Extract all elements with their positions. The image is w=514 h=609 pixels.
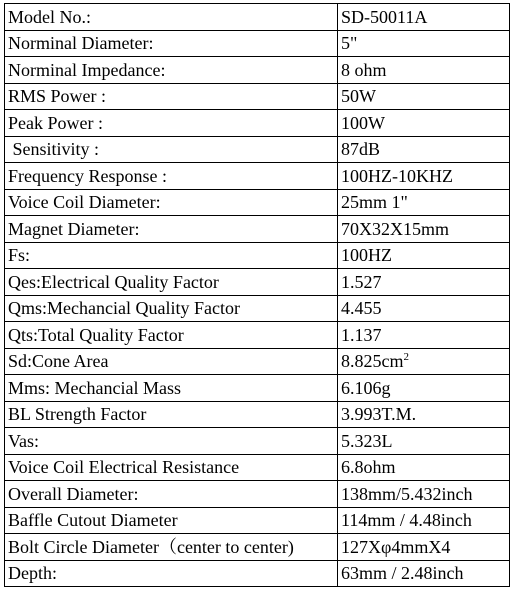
spec-value: 100HZ	[338, 242, 510, 269]
squared-superscript: 2	[403, 351, 409, 364]
speaker-spec-table	[4, 3, 510, 587]
table-row	[5, 375, 510, 402]
spec-value: 5"	[338, 30, 510, 57]
spec-label: Bolt Circle Diameter（center to center)	[5, 534, 338, 561]
spec-label: Baffle Cutout Diameter	[5, 507, 338, 534]
spec-value: 70X32X15mm	[338, 216, 510, 243]
table-row	[5, 428, 510, 455]
table-row	[5, 534, 510, 561]
spec-label: Frequency Response :	[5, 163, 338, 190]
spec-label: Peak Power :	[5, 110, 338, 137]
spec-value: 4.455	[338, 295, 510, 322]
table-row	[5, 136, 510, 163]
spec-value: 6.8ohm	[338, 454, 510, 481]
cone-area-value: 8.825cm	[341, 351, 404, 372]
spec-label: Sensitivity :	[5, 136, 338, 163]
spec-value: 3.993T.M.	[338, 401, 510, 428]
spec-value: 87dB	[338, 136, 510, 163]
table-row	[5, 322, 510, 349]
spec-label: Qes:Electrical Quality Factor	[5, 269, 338, 296]
spec-value: 8 ohm	[338, 57, 510, 84]
spec-label: Qts:Total Quality Factor	[5, 322, 338, 349]
spec-label: Norminal Impedance:	[5, 57, 338, 84]
table-row	[5, 83, 510, 110]
spec-label: Voice Coil Diameter:	[5, 189, 338, 216]
spec-value: 114mm / 4.48inch	[338, 507, 510, 534]
table-row	[5, 216, 510, 243]
spec-label: Magnet Diameter:	[5, 216, 338, 243]
table-row	[5, 4, 510, 31]
spec-value: 25mm 1"	[338, 189, 510, 216]
table-row	[5, 481, 510, 508]
table-row	[5, 242, 510, 269]
spec-value: 138mm/5.432inch	[338, 481, 510, 508]
spec-label: Mms: Mechancial Mass	[5, 375, 338, 402]
table-row	[5, 348, 510, 375]
table-row	[5, 295, 510, 322]
spec-label: Depth:	[5, 560, 338, 587]
table-row	[5, 57, 510, 84]
spec-value: 5.323L	[338, 428, 510, 455]
table-row	[5, 507, 510, 534]
table-row	[5, 189, 510, 216]
spec-label: BL Strength Factor	[5, 401, 338, 428]
spec-label: Overall Diameter:	[5, 481, 338, 508]
table-row	[5, 110, 510, 137]
table-row	[5, 269, 510, 296]
spec-value	[338, 348, 510, 375]
spec-label: Norminal Diameter:	[5, 30, 338, 57]
spec-label: RMS Power :	[5, 83, 338, 110]
table-row	[5, 454, 510, 481]
spec-value: 6.106g	[338, 375, 510, 402]
table-row	[5, 560, 510, 587]
spec-value: 1.527	[338, 269, 510, 296]
spec-label: Sd:Cone Area	[5, 348, 338, 375]
table-row	[5, 30, 510, 57]
spec-value: 100HZ-10KHZ	[338, 163, 510, 190]
spec-label: Fs:	[5, 242, 338, 269]
spec-value: 127Xφ4mmX4	[338, 534, 510, 561]
table-row	[5, 163, 510, 190]
spec-value: 1.137	[338, 322, 510, 349]
spec-label: Qms:Mechancial Quality Factor	[5, 295, 338, 322]
table-row	[5, 401, 510, 428]
spec-label: Voice Coil Electrical Resistance	[5, 454, 338, 481]
spec-label: Vas:	[5, 428, 338, 455]
spec-value: SD-50011A	[338, 4, 510, 31]
spec-value: 50W	[338, 83, 510, 110]
spec-value: 63mm / 2.48inch	[338, 560, 510, 587]
spec-value: 100W	[338, 110, 510, 137]
spec-label: Model No.:	[5, 4, 338, 31]
